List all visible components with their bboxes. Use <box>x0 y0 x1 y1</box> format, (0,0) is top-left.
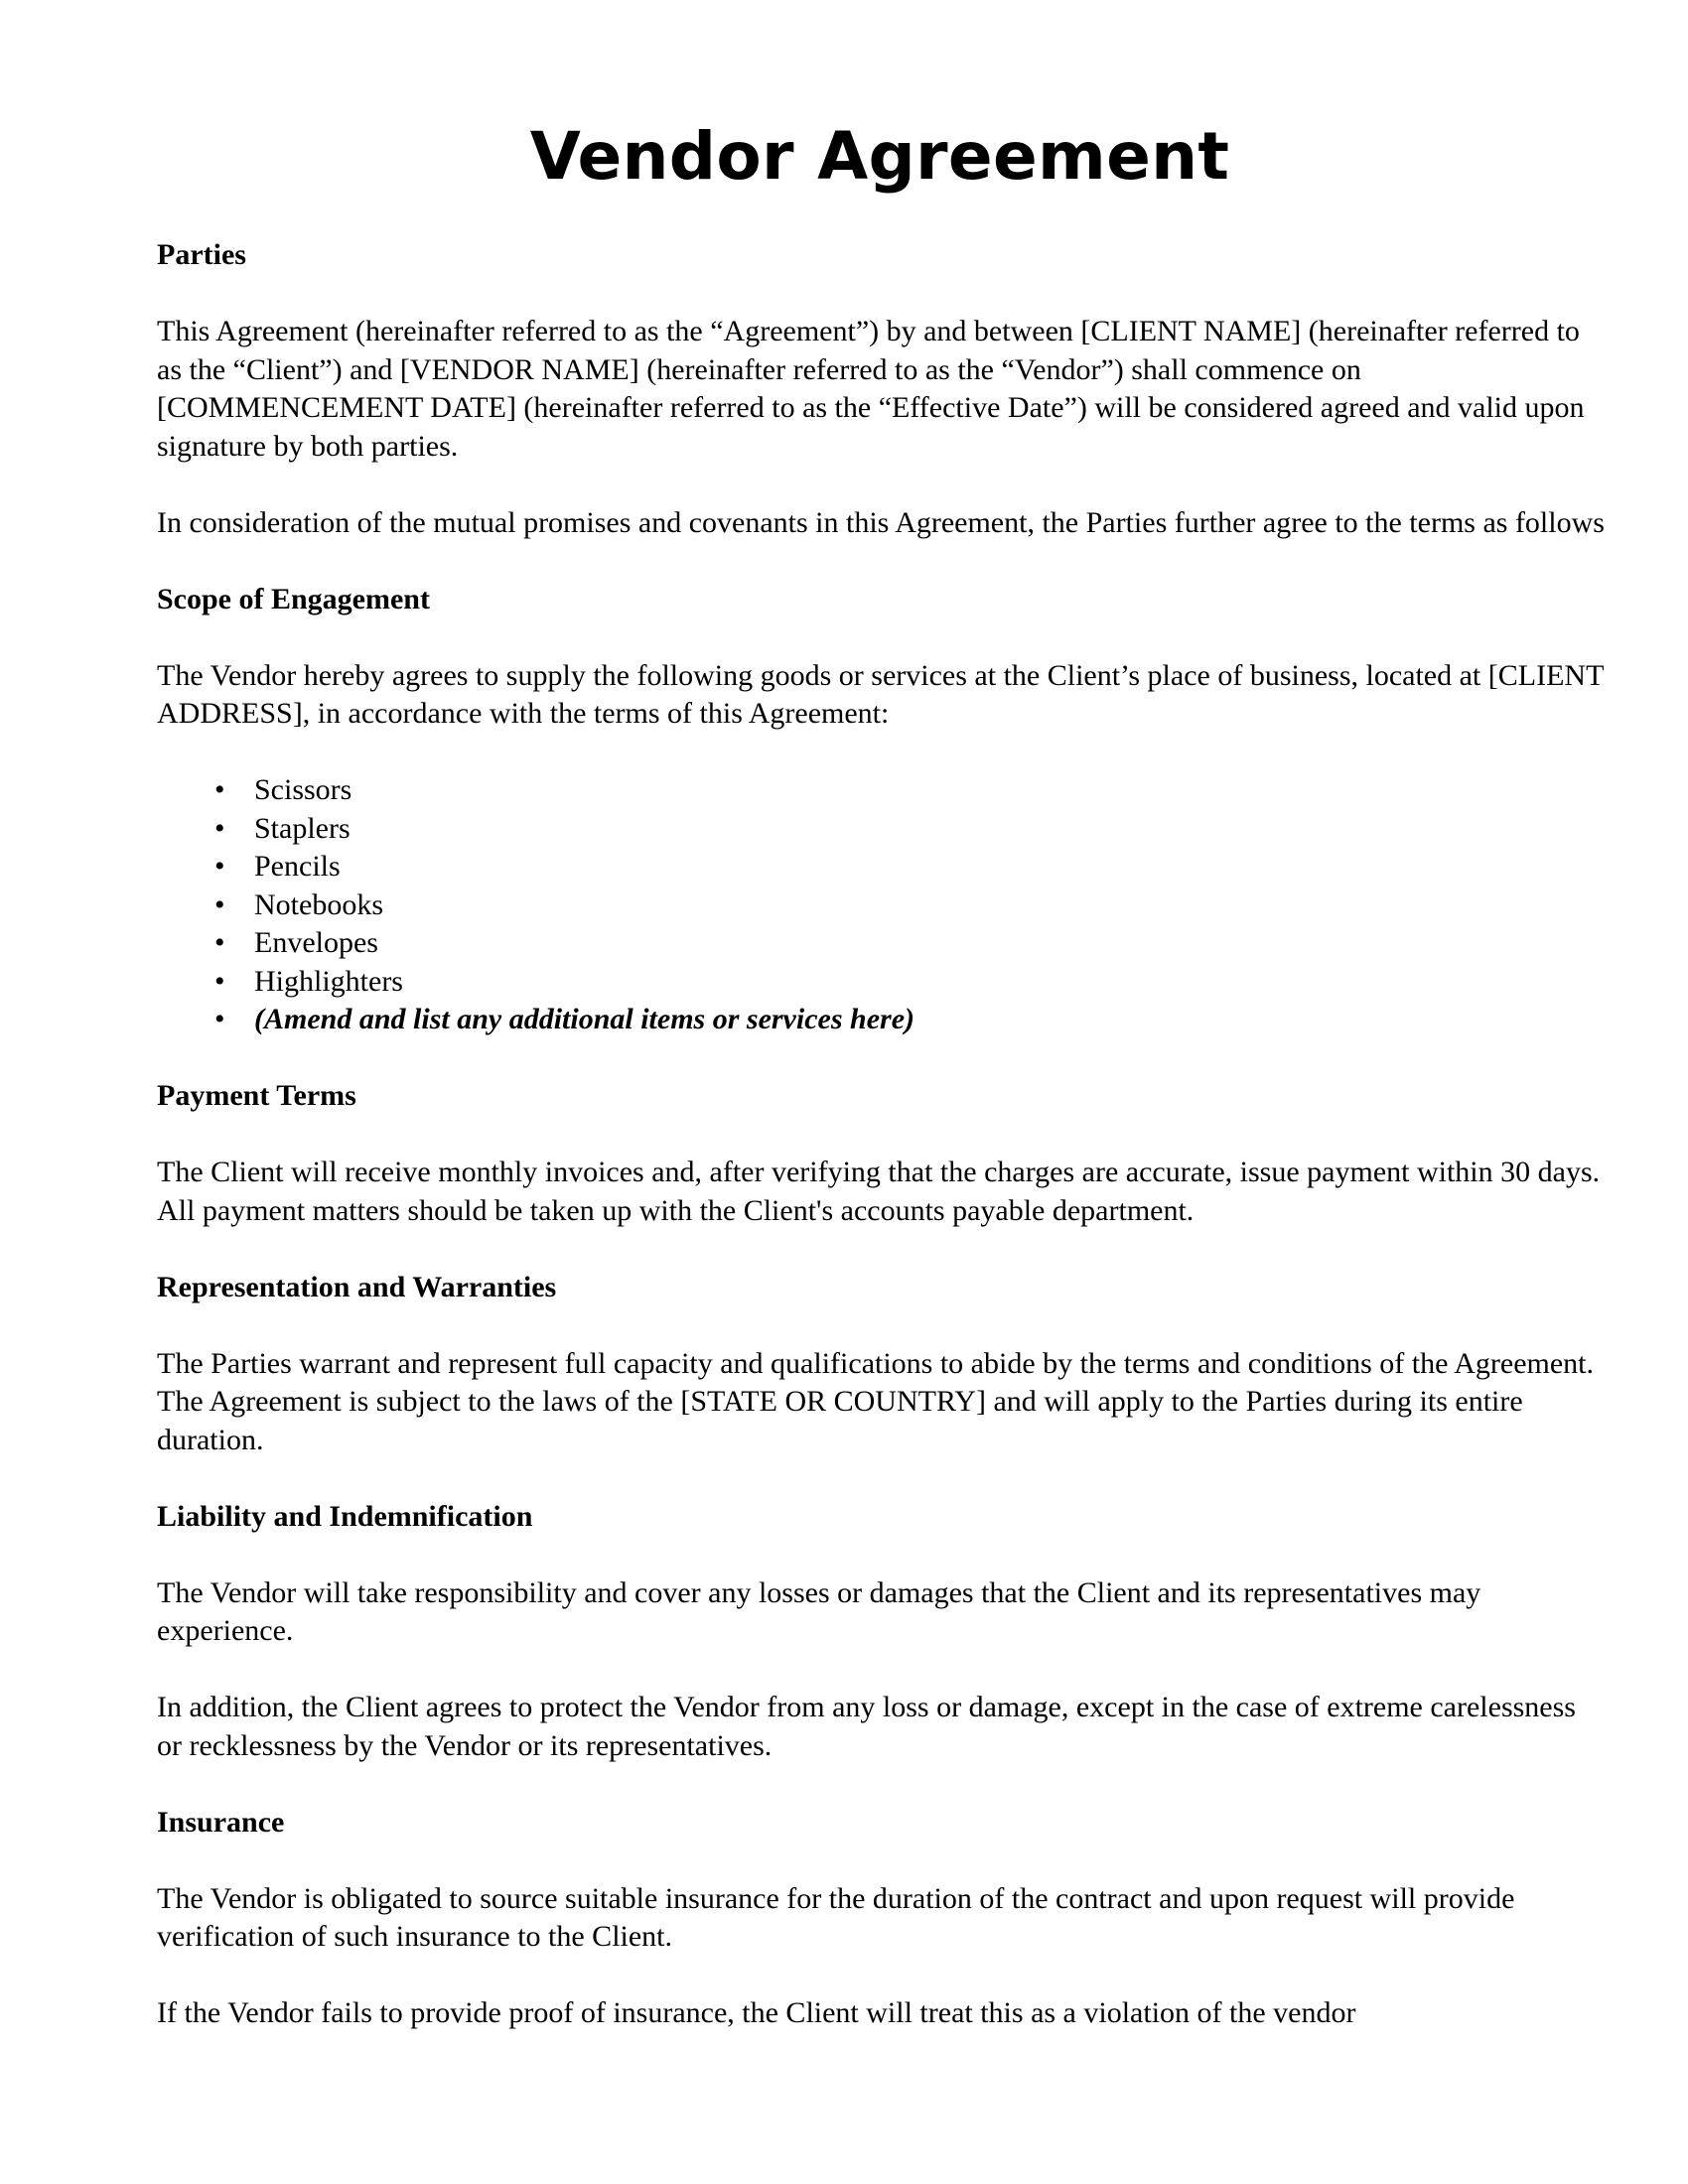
section-heading-payment: Payment Terms <box>157 1079 356 1112</box>
bullet-icon: • <box>214 1003 225 1035</box>
list-item <box>157 771 1607 810</box>
bullet-icon: • <box>214 773 225 806</box>
insurance-paragraph-2: If the Vendor fails to provide proof of insurance, the Client will treat this as a violation of the vendor <box>157 1996 1356 2029</box>
list-item-label: Highlighters <box>254 964 403 998</box>
section-heading-scope: Scope of Engagement <box>157 582 430 615</box>
list-item <box>157 963 1607 1002</box>
scope-paragraph: The Vendor hereby agrees to supply the following goods or services at the Client’s place of business, located at [CLIENT ADDRESS], in accordance with the terms of this Agreement: <box>157 658 1604 730</box>
list-item <box>157 924 1607 963</box>
warranties-paragraph: The Parties warrant and represent full capacity and qualifications to abide by the terms and conditions of the Agreement. The Agreement is subject to the laws of the [STATE OR COUNTRY] and will apply to the Parties during its entire duration. <box>157 1346 1595 1456</box>
payment-paragraph: The Client will receive monthly invoices and, after verifying that the charges are accurate, issue payment within 30 days. All payment matters should be taken up with the Client's accounts payable department. <box>157 1156 1601 1227</box>
bullet-icon: • <box>214 887 225 921</box>
bullet-icon: • <box>214 811 225 845</box>
bullet-icon: • <box>214 926 225 959</box>
list-item <box>157 810 1607 849</box>
section-heading-insurance: Insurance <box>157 1805 285 1839</box>
list-item-label: Envelopes <box>254 926 378 959</box>
parties-paragraph-1: This Agreement (hereinafter referred to as the “Agreement”) by and between [CLIENT NAME] (hereinafter referred to as the “Client”) and [VENDOR NAME] (hereinafter referred to as the “Vendor”) shall commence on [COMMENCEMENT DATE] (hereinafter referred to as the “Effective Date”) will be considered agreed and valid upon signature by both parties. <box>157 315 1585 463</box>
list-item-label: Pencils <box>254 850 341 883</box>
section-heading-liability: Liability and Indemnification <box>157 1499 533 1533</box>
bullet-icon: • <box>214 964 225 998</box>
section-heading-parties: Parties <box>157 238 246 271</box>
document-title: Vendor Agreement <box>529 118 1230 195</box>
list-item <box>157 848 1607 887</box>
insurance-paragraph-1: The Vendor is obligated to source suitable insurance for the duration of the contract and upon request will provide verification of such insurance to the Client. <box>157 1881 1515 1953</box>
list-item <box>157 887 1607 925</box>
bullet-icon: • <box>214 850 225 883</box>
list-item-label: Scissors <box>254 773 352 806</box>
document-body <box>157 236 1607 2071</box>
liability-paragraph-2: In addition, the Client agrees to protect the Vendor from any loss or damage, except in the case of extreme carelessness or recklessness by the Vendor or its representatives. <box>157 1691 1576 1762</box>
parties-paragraph-2: In consideration of the mutual promises and covenants in this Agreement, the Parties further agree to the terms as follows <box>157 505 1605 539</box>
section-heading-warranties: Representation and Warranties <box>157 1270 557 1303</box>
list-item-label: (Amend and list any additional items or services here) <box>254 1003 914 1035</box>
liability-paragraph-1: The Vendor will take responsibility and cover any losses or damages that the Client and its representatives may experience. <box>157 1575 1481 1647</box>
list-item-label: Notebooks <box>254 887 383 921</box>
list-item-amend-note <box>157 1001 1607 1039</box>
list-item-label: Staplers <box>254 811 351 845</box>
goods-list <box>157 771 1607 1039</box>
